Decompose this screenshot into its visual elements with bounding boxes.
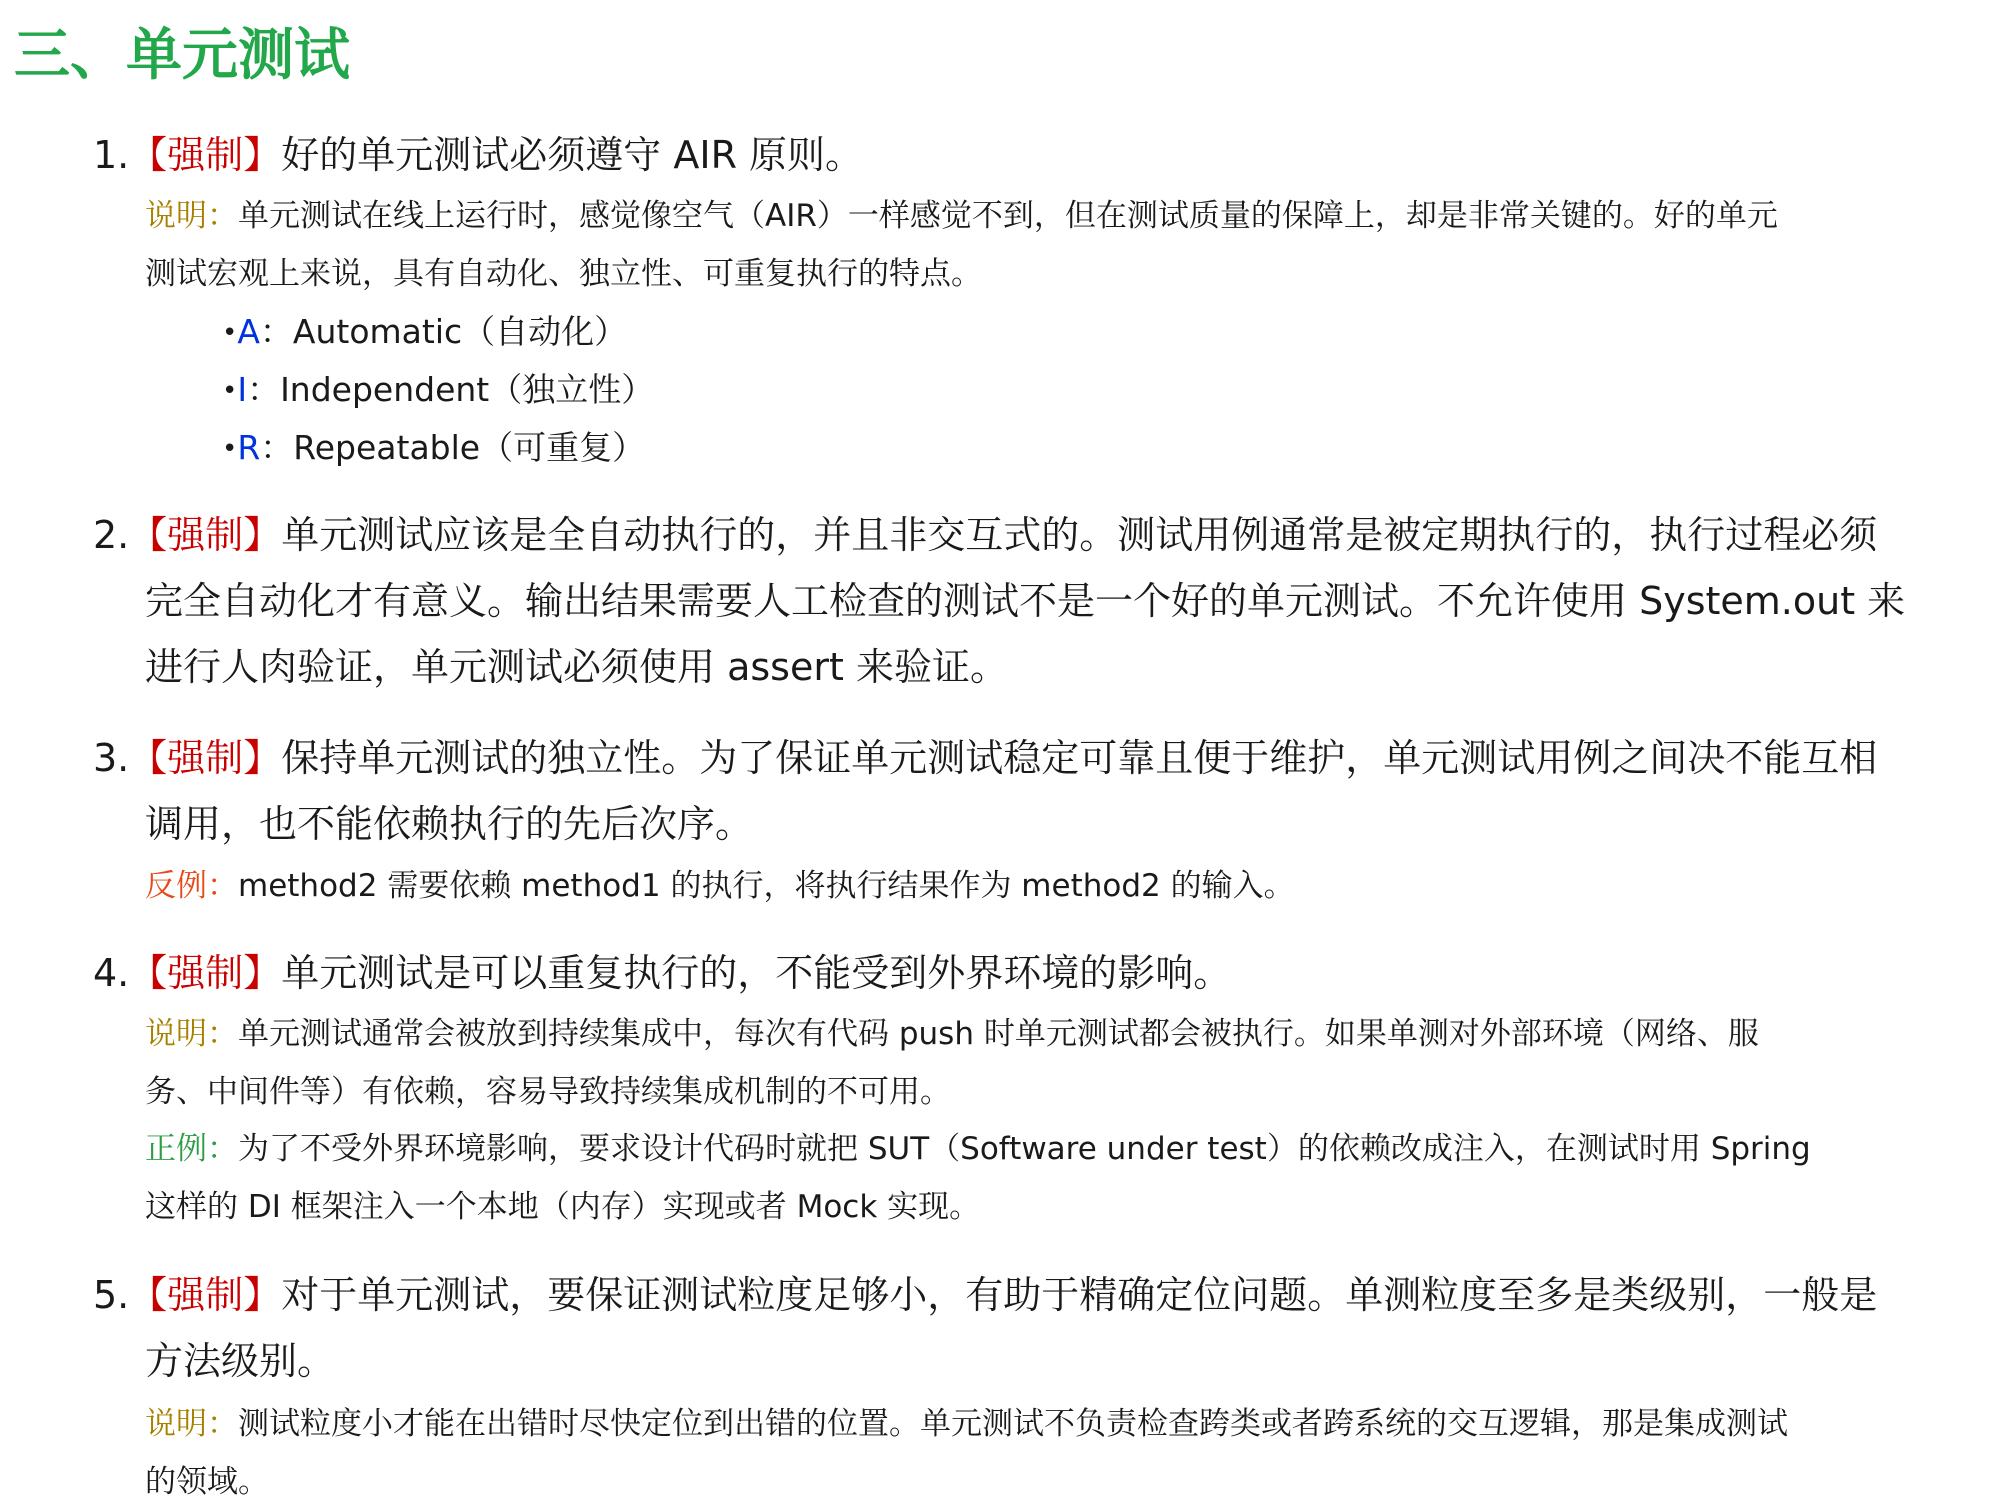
rule-tag: 【强制】: [129, 133, 282, 177]
rule-2: [93, 502, 1953, 568]
note-label: 说明：: [145, 198, 238, 234]
rule-text: 单元测试是可以重复执行的，不能受到外界环境的影响。: [281, 951, 1232, 995]
rule-4-note-2-cont: 这样的 DI 框架注入一个本地（内存）实现或者 Mock 实现。: [145, 1189, 981, 1225]
rule-number: 4.: [93, 951, 130, 995]
rule-3-line-2: 调用，也不能依赖执行的先后次序。: [145, 802, 754, 846]
bullet-dot-icon: •: [222, 434, 238, 464]
rule-4-note-2: [145, 1120, 1975, 1178]
rule-2-line-2: 完全自动化才有意义。输出结果需要人工检查的测试不是一个好的单元测试。不允许使用 System.out 来: [145, 579, 1906, 623]
bullet-dot-icon: •: [222, 318, 238, 348]
rule-tag: 【强制】: [129, 736, 282, 780]
note-text: 单元测试在线上运行时，感觉像空气（AIR）一样感觉不到，但在测试质量的保障上，却是非常关键的。好的单元: [238, 198, 1778, 234]
note-label: 说明：: [145, 1406, 238, 1442]
rule-text: 保持单元测试的独立性。为了保证单元测试稳定可靠且便于维护，单元测试用例之间决不能互相: [281, 736, 1878, 780]
rule-3: [93, 725, 1953, 791]
rule-4-note-1: [145, 1005, 1975, 1063]
note-label: 正例：: [145, 1131, 238, 1167]
note-text: 单元测试通常会被放到持续集成中，每次有代码 push 时单元测试都会被执行。如果单测对外部环境（网络、服: [238, 1016, 1759, 1052]
rule-number: 2.: [93, 513, 130, 557]
bullet-letter: R: [237, 428, 261, 467]
rule-4: [93, 940, 1953, 1006]
rule-tag: 【强制】: [129, 1273, 282, 1317]
rule-text: 单元测试应该是全自动执行的，并且非交互式的。测试用例通常是被定期执行的，执行过程必须: [281, 513, 1878, 557]
note-label: 反例：: [145, 868, 238, 904]
note-label: 说明：: [145, 1016, 238, 1052]
bullet-item-i: [222, 361, 654, 420]
note-text: method2 需要依赖 method1 的执行，将执行结果作为 method2 的输入。: [238, 868, 1295, 904]
bullet-item-r: [222, 419, 645, 478]
bullet-item-a: [222, 303, 627, 362]
rule-text: 好的单元测试必须遵守 AIR 原则。: [281, 133, 864, 177]
rule-2-line-3: 进行人肉验证，单元测试必须使用 assert 来验证。: [145, 645, 1008, 689]
bullet-letter: I: [237, 370, 248, 409]
rule-5-note-cont: 的领域。: [145, 1464, 269, 1500]
bullet-letter: A: [237, 312, 260, 351]
bullet-text: ：Independent（独立性）: [247, 370, 655, 409]
section-title: 三、单元测试: [14, 23, 350, 88]
rule-tag: 【强制】: [129, 513, 282, 557]
rule-4-note-1-cont: 务、中间件等）有依赖，容易导致持续集成机制的不可用。: [145, 1074, 951, 1110]
bullet-text: ：Automatic（自动化）: [259, 312, 628, 351]
note-text: 为了不受外界环境影响，要求设计代码时就把 SUT（Software under test）的依赖改成注入，在测试时用 Spring: [238, 1131, 1811, 1167]
rule-5: [93, 1262, 1953, 1328]
bullet-dot-icon: •: [222, 376, 238, 406]
rule-1-note: [145, 187, 1975, 245]
rule-1: [93, 122, 1953, 188]
note-text: 测试粒度小才能在出错时尽快定位到出错的位置。单元测试不负责检查跨类或者跨系统的交互逻辑，那是集成测试: [238, 1406, 1788, 1442]
rule-text: 对于单元测试，要保证测试粒度足够小，有助于精确定位问题。单测粒度至多是类级别，一般是: [281, 1273, 1878, 1317]
rule-3-note: [145, 857, 1975, 915]
rule-number: 1.: [93, 133, 130, 177]
bullet-text: ：Repeatable（可重复）: [260, 428, 646, 467]
rule-1-note-cont: 测试宏观上来说，具有自动化、独立性、可重复执行的特点。: [145, 256, 982, 292]
rule-number: 5.: [93, 1273, 130, 1317]
rule-5-note: [145, 1395, 1975, 1453]
rule-tag: 【强制】: [129, 951, 282, 995]
rule-number: 3.: [93, 736, 130, 780]
rule-5-line-2: 方法级别。: [145, 1339, 336, 1383]
